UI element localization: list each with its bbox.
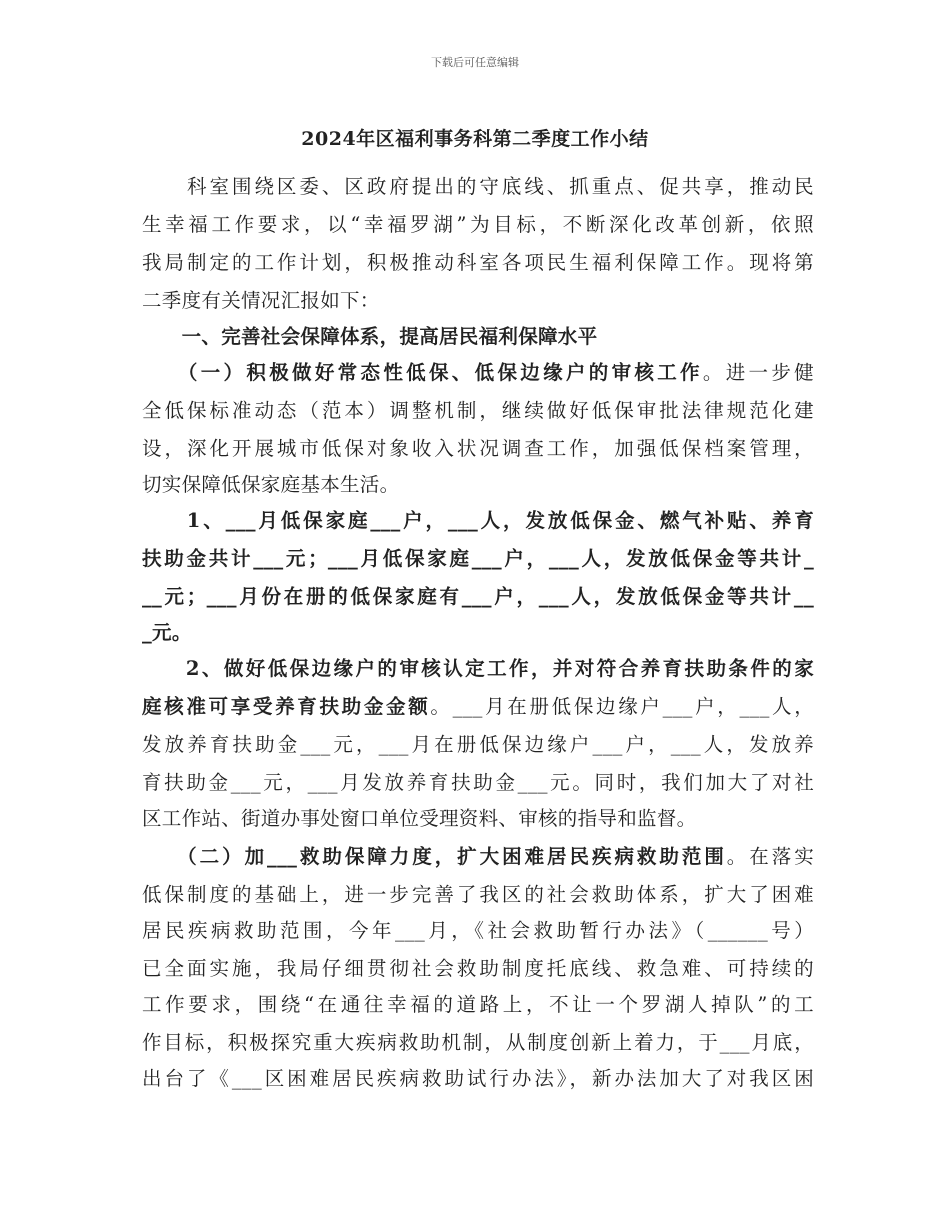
- paragraph-line: 已全面实施，我局仔细贯彻社会救助制度托底线、救急难、可持续的: [142, 957, 814, 980]
- paragraph-line: 生幸福工作要求，以“幸福罗湖”为目标，不断深化改革创新，依照: [142, 213, 814, 236]
- paragraph-line: 工作要求，围绕“在通往幸福的道路上，不让一个罗湖人掉队”的工: [142, 993, 814, 1016]
- paragraph-line: 切实保障低保家庭基本生活。: [142, 473, 400, 496]
- paragraph-line: [142, 354, 814, 392]
- paragraph-text: 。在落实: [726, 845, 815, 868]
- subsection-heading: （二）加___救助保障力度，扩大困难居民疾病救助范围: [142, 845, 727, 868]
- paragraph-line-bold: 扶助金共计___元；___月低保家庭___户，___人，发放低保金等共计_: [142, 547, 814, 570]
- paragraph-line: 二季度有关情况汇报如下：: [142, 289, 380, 312]
- paragraph-line: 居民疾病救助范围，今年___月，《社会救助暂行办法》（______号）: [142, 919, 814, 942]
- paragraph-line: 科室围绕区委、区政府提出的守底线、抓重点、促共享，推动民: [142, 175, 814, 198]
- bold-lead-text: 庭核准可享受养育扶助金金额: [142, 695, 431, 718]
- paragraph-line: 我局制定的工作计划，积极推动科室各项民生福利保障工作。现将第: [142, 251, 814, 274]
- paragraph-line: 发放养育扶助金___元，___月在册低保边缘户___户，___人，发放养: [142, 733, 814, 756]
- paragraph-line: 设，深化开展城市低保对象收入状况调查工作，加强低保档案管理，: [142, 437, 814, 460]
- paragraph-line: 区工作站、街道办事处窗口单位受理资料、审核的指导和监督。: [142, 807, 697, 830]
- paragraph-line: 作目标，积极探究重大疾病救助机制，从制度创新上着力，于___月底，: [142, 1031, 814, 1054]
- document-title: 2024年区福利事务科第二季度工作小结: [301, 128, 649, 150]
- paragraph-text: 。进一步健: [702, 361, 814, 384]
- paragraph-line-bold: 2、做好低保边缘户的审核认定工作，并对符合养育扶助条件的家: [142, 657, 814, 680]
- paragraph-line: 育扶助金___元，___月发放养育扶助金___元。同时，我们加大了对社: [142, 771, 814, 794]
- paragraph-line-bold: 1、___月低保家庭___户，___人，发放低保金、燃气补贴、养育: [142, 509, 814, 532]
- header-watermark: 下载后可任意编辑: [431, 56, 519, 69]
- paragraph-line: 出台了《___区困难居民疾病救助试行办法》，新办法加大了对我区困: [142, 1067, 814, 1090]
- paragraph-text: 。___月在册低保边缘户___户，___人，: [430, 695, 814, 718]
- paragraph-line: 全低保标准动态（范本）调整机制，继续做好低保审批法律规范化建: [142, 399, 814, 422]
- paragraph-line-bold: __元；___月份在册的低保家庭有___户，___人，发放低保金等共计__: [142, 585, 814, 608]
- paragraph-line: [142, 688, 814, 726]
- subsection-heading: （一）积极做好常态性低保、低保边缘户的审核工作: [142, 361, 703, 384]
- section-heading: 一、完善社会保障体系，提高居民福利保障水平: [142, 325, 598, 348]
- paragraph-line-bold: _元。: [142, 621, 192, 644]
- paragraph-line: 低保制度的基础上，进一步完善了我区的社会救助体系，扩大了困难: [142, 883, 814, 906]
- paragraph-line: [142, 838, 814, 876]
